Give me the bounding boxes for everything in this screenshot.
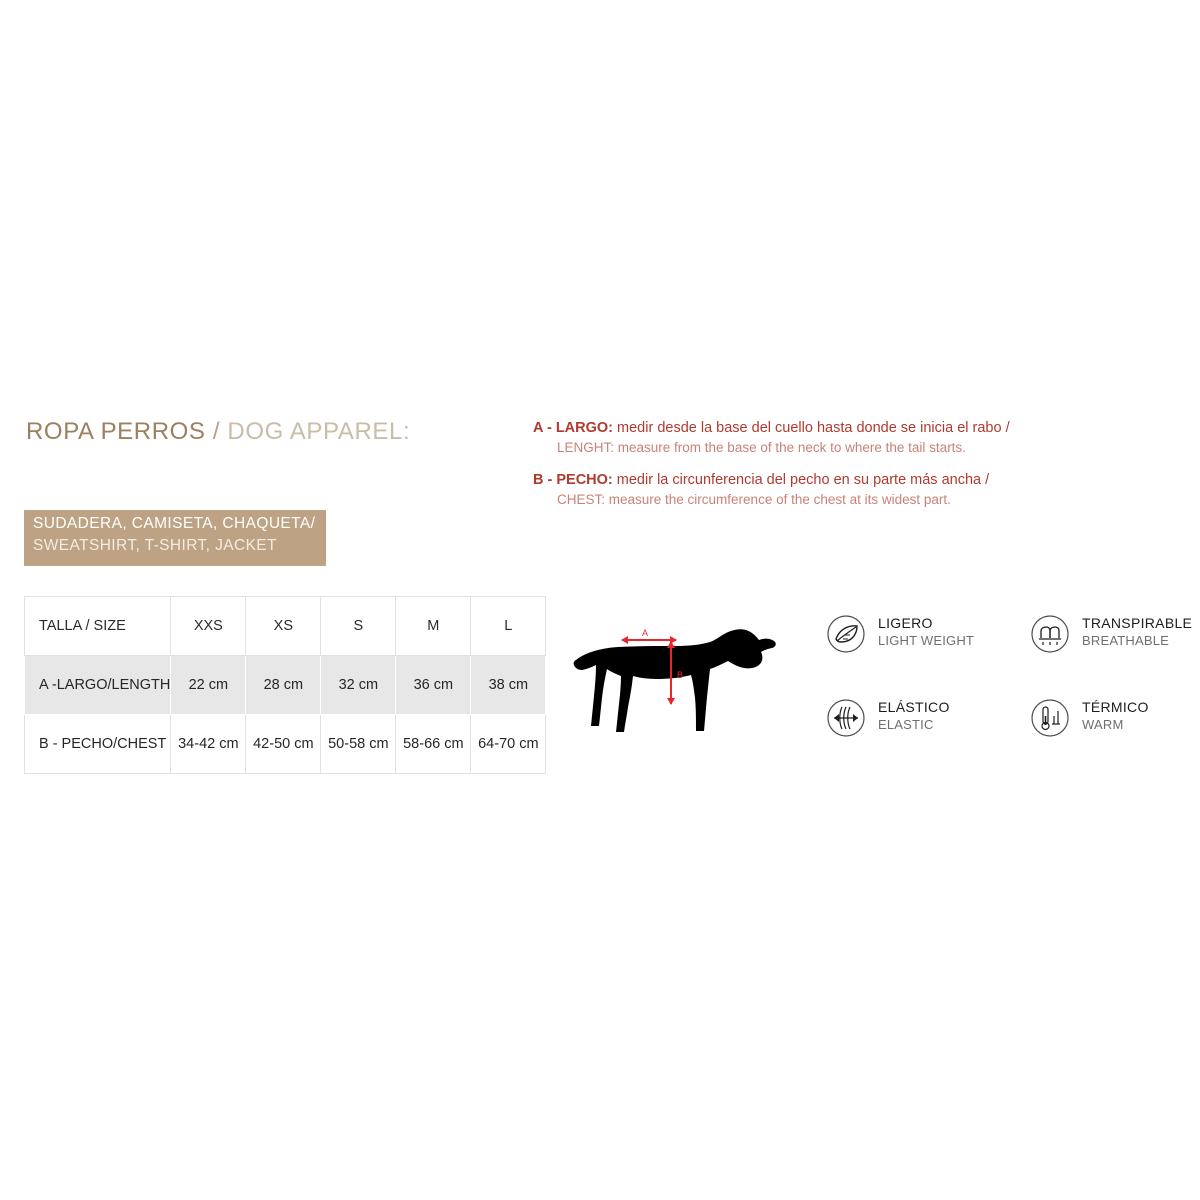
- measure-note-b-en: CHEST: measure the circumference of the chest at its widest part.: [557, 492, 951, 507]
- table-row: [25, 715, 546, 774]
- table-row-label: A -LARGO/LENGTH: [25, 656, 171, 715]
- page-title: [26, 418, 410, 446]
- measure-note-a-es: A - LARGO: medir desde la base del cuello hasta donde se inicia el rabo /: [533, 420, 1010, 436]
- page-title-en: DOG APPAREL:: [227, 418, 411, 445]
- table-header-row: [25, 597, 546, 656]
- table-header-cell: XXS: [171, 597, 246, 656]
- feature-label-es: TRANSPIRABLE: [1082, 615, 1193, 631]
- feature-text: [1082, 699, 1149, 732]
- dog-silhouette-icon: [560, 612, 790, 777]
- table-cell: 34-42 cm: [171, 715, 246, 774]
- table-cell: 64-70 cm: [471, 715, 546, 774]
- category-band-es: SUDADERA, CAMISETA, CHAQUETA/: [33, 515, 316, 532]
- table-header-cell: TALLA / SIZE: [25, 597, 171, 656]
- page-title-separator: /: [212, 418, 221, 445]
- feature-label-en: LIGHT WEIGHT: [878, 633, 975, 648]
- table-cell: 42-50 cm: [246, 715, 321, 774]
- feature-text: [1082, 615, 1192, 648]
- page-title-es: ROPA PERROS: [26, 418, 206, 445]
- feature-text: [878, 615, 974, 648]
- size-table: [24, 596, 546, 774]
- table-cell: 32 cm: [321, 656, 396, 715]
- measure-note-b-es: B - PECHO: medir la circunferencia del pecho en su parte más ancha /: [533, 472, 990, 488]
- table-header-cell: XS: [246, 597, 321, 656]
- category-band: [24, 510, 326, 566]
- table-cell: 36 cm: [396, 656, 471, 715]
- feature-label-es: ELÁSTICO: [878, 699, 950, 715]
- feature-label-es: LIGERO: [878, 615, 933, 631]
- feature-label-en: BREATHABLE: [1082, 633, 1170, 648]
- measure-note-a-en: LENGHT: measure from the base of the neck to where the tail starts.: [557, 440, 966, 455]
- diagram-label-b: B: [677, 670, 684, 680]
- diagram-label-a: A: [641, 628, 649, 638]
- leaf-icon: [826, 614, 866, 654]
- arrow-length-a: [621, 636, 677, 644]
- table-header-cell: M: [396, 597, 471, 656]
- measure-note-b: [533, 470, 1053, 510]
- feature-label-en: WARM: [1082, 717, 1124, 732]
- thermometer-icon: [1030, 698, 1070, 738]
- table-cell: 22 cm: [171, 656, 246, 715]
- table-cell: 58-66 cm: [396, 715, 471, 774]
- breathable-icon: [1030, 614, 1070, 654]
- table-cell: 38 cm: [471, 656, 546, 715]
- feature-label-es: TÉRMICO: [1082, 699, 1149, 715]
- feature-text: [878, 699, 950, 732]
- table-header-cell: L: [471, 597, 546, 656]
- measure-note-a: [533, 418, 1053, 458]
- table-header-cell: S: [321, 597, 396, 656]
- dog-measurement-diagram: [560, 612, 790, 777]
- table-cell: 50-58 cm: [321, 715, 396, 774]
- table-row: [25, 656, 546, 715]
- feature-label-en: ELASTIC: [878, 717, 934, 732]
- elastic-icon: [826, 698, 866, 738]
- table-cell: 28 cm: [246, 656, 321, 715]
- measure-instructions: [533, 418, 1053, 522]
- category-band-en: SWEATSHIRT, T-SHIRT, JACKET: [33, 537, 277, 554]
- table-row-label: B - PECHO/CHEST: [25, 715, 171, 774]
